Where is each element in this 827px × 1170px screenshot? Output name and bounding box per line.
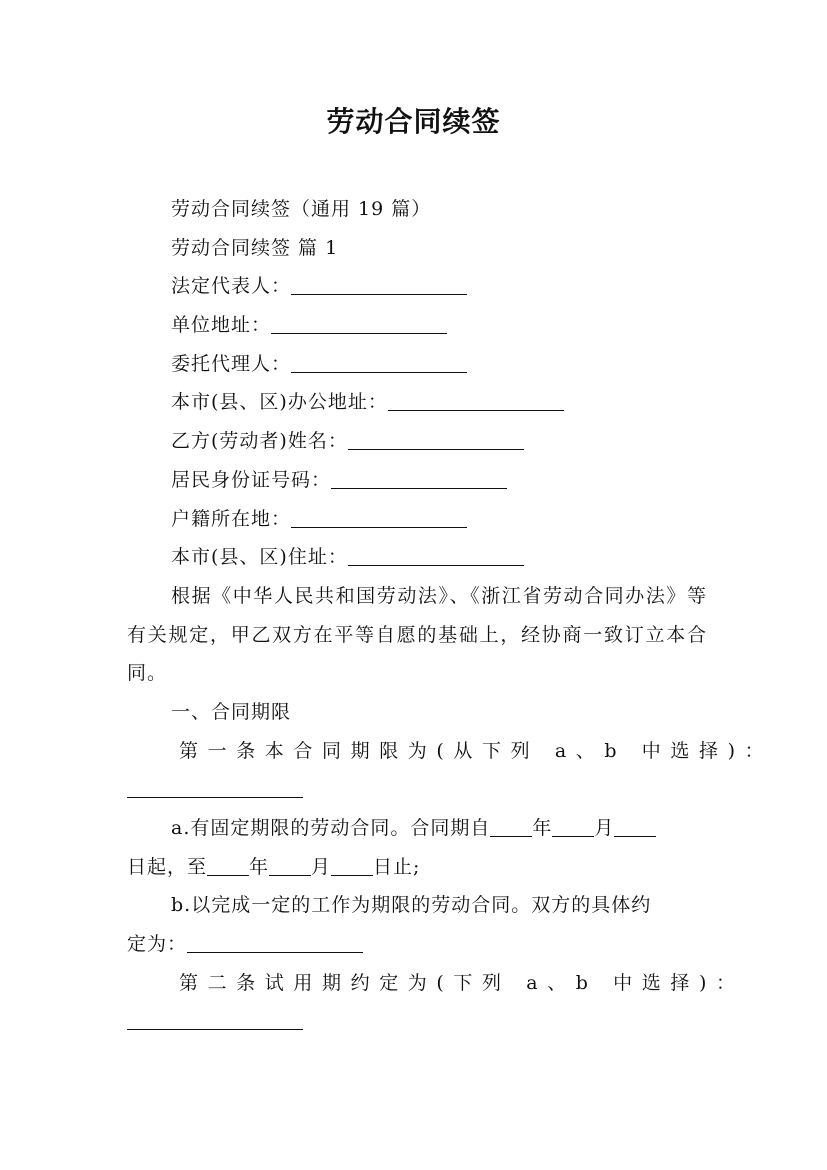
option-a-text: a.有固定期限的劳动合同。合同期自 bbox=[171, 817, 491, 840]
month-label: 月 bbox=[594, 817, 615, 840]
field-authorized-agent bbox=[127, 345, 707, 384]
fill-blank bbox=[291, 274, 467, 295]
field-label: 乙方(劳动者)姓名： bbox=[171, 430, 348, 453]
field-label: 户籍所在地： bbox=[171, 507, 292, 530]
fill-blank bbox=[348, 429, 524, 450]
document-subtitle: 劳动合同续签（通用 19 篇） bbox=[171, 198, 432, 220]
option-a-text: 日起，至 bbox=[127, 855, 208, 878]
fill-blank bbox=[331, 855, 373, 876]
field-label: 单位地址： bbox=[171, 314, 272, 337]
field-label: 居民身份证号码： bbox=[171, 468, 332, 491]
fill-blank bbox=[271, 313, 447, 334]
field-label: 本市(县、区)住址： bbox=[171, 546, 348, 569]
fill-blank bbox=[187, 932, 363, 953]
fill-blank bbox=[127, 777, 303, 798]
field-id-number bbox=[127, 461, 707, 500]
field-label: 委托代理人： bbox=[171, 352, 292, 375]
year-label: 年 bbox=[249, 855, 270, 878]
option-a-line1 bbox=[127, 809, 707, 848]
fill-blank bbox=[490, 816, 532, 837]
field-household-registration bbox=[127, 500, 707, 539]
field-legal-representative bbox=[127, 267, 707, 306]
article-two-blank-line bbox=[127, 1002, 707, 1041]
article-one: 第一条本合同期限为(从下列 a、b 中选择)： bbox=[179, 739, 774, 762]
field-employee-name bbox=[127, 422, 707, 461]
fill-blank bbox=[291, 507, 467, 528]
option-b-line1: b.以完成一定的工作为期限的劳动合同。双方的具体约 bbox=[171, 894, 652, 917]
fill-blank bbox=[614, 816, 656, 837]
option-b-text: 定为： bbox=[127, 933, 188, 956]
field-label: 法定代表人： bbox=[171, 275, 292, 298]
field-office-address bbox=[127, 383, 707, 422]
fill-blank bbox=[552, 816, 594, 837]
fill-blank bbox=[291, 352, 467, 373]
article-two: 第二条试用期约定为(下列 a、b 中选择)： bbox=[179, 971, 745, 994]
field-residence-address bbox=[127, 538, 707, 577]
option-a-line2 bbox=[127, 848, 707, 887]
document-body bbox=[127, 190, 774, 1041]
document-title: 劳动合同续签 bbox=[326, 105, 501, 138]
intro-paragraph: 根据《中华人民共和国劳动法》、《浙江省劳动合同办法》等有关规定，甲乙双方在平等自愿的基础上，经协商一致订立本合同。 bbox=[127, 584, 707, 685]
month-label: 月 bbox=[311, 855, 332, 878]
fill-blank bbox=[269, 855, 311, 876]
option-b-line2 bbox=[127, 925, 707, 964]
option-a-end: 日止; bbox=[373, 855, 421, 878]
fill-blank bbox=[348, 545, 524, 566]
section-heading: 劳动合同续签 篇 1 bbox=[171, 236, 339, 259]
fill-blank bbox=[127, 1009, 303, 1030]
field-company-address bbox=[127, 306, 707, 345]
chapter-heading: 一、合同期限 bbox=[171, 700, 292, 723]
field-label: 本市(县、区)办公地址： bbox=[171, 391, 388, 414]
fill-blank bbox=[207, 855, 249, 876]
fill-blank bbox=[331, 468, 507, 489]
article-one-blank-line bbox=[127, 770, 707, 809]
fill-blank bbox=[388, 390, 564, 411]
year-label: 年 bbox=[532, 817, 553, 840]
